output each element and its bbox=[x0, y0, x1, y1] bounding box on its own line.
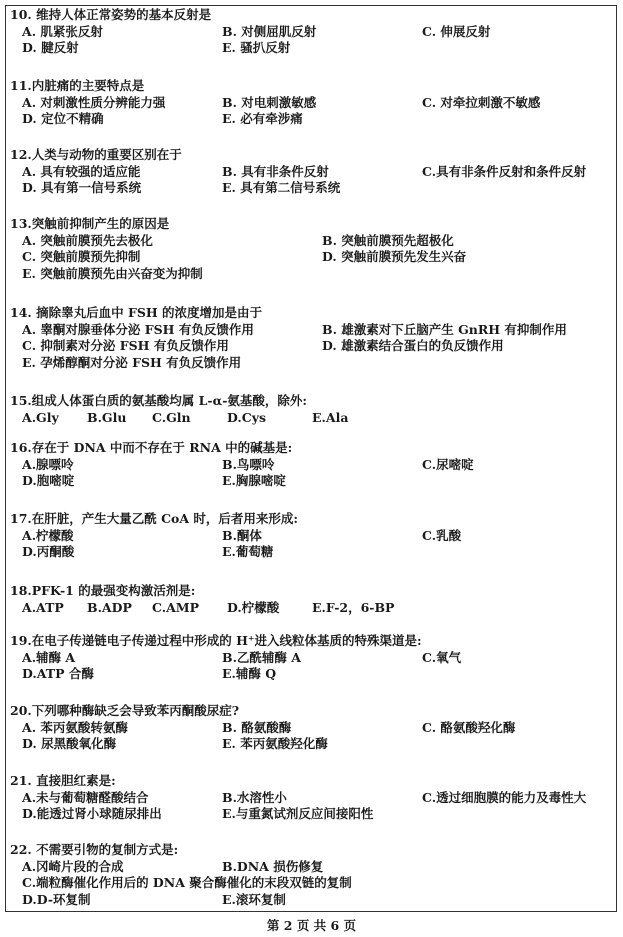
option: B.水溶性小 bbox=[222, 789, 287, 805]
option: C.端粒酶催化作用后的 DNA 聚合酶催化的末段双链的复制 bbox=[22, 875, 352, 891]
option: B.鸟嘌呤 bbox=[222, 456, 275, 472]
option: A.ATP bbox=[22, 599, 64, 615]
question-stem: 11.内脏痛的主要特点是 bbox=[10, 78, 145, 93]
option: E.F-2，6-BP bbox=[312, 599, 395, 615]
option: A. 具有较强的适应能 bbox=[22, 163, 141, 179]
question-stem: 12.人类与动物的重要区别在于 bbox=[10, 147, 182, 162]
question-21 bbox=[10, 773, 610, 822]
option: C.Gln bbox=[152, 409, 191, 425]
option: D. 定位不精确 bbox=[22, 111, 104, 127]
question-16 bbox=[10, 440, 610, 489]
option-row bbox=[22, 473, 610, 489]
option: A.未与葡萄糖醛酸结合 bbox=[22, 789, 149, 805]
question-22 bbox=[10, 842, 610, 908]
option: B. 突触前膜预先超极化 bbox=[322, 232, 454, 248]
option-row bbox=[22, 859, 610, 875]
question-stem: 13.突触前抑制产生的原因是 bbox=[10, 216, 170, 231]
option: C.AMP bbox=[152, 599, 200, 615]
question-stem: 10. 维持人体正常姿势的基本反射是 bbox=[10, 7, 212, 22]
option: A.腺嘌呤 bbox=[22, 456, 74, 472]
option-row bbox=[22, 111, 610, 127]
option-row bbox=[22, 233, 610, 249]
option: D. 雄激素结合蛋白的负反馈作用 bbox=[322, 338, 504, 354]
option-row bbox=[22, 40, 610, 56]
question-11 bbox=[10, 78, 610, 127]
option-row bbox=[22, 249, 610, 265]
option: C. 伸展反射 bbox=[422, 23, 491, 39]
option: A.Gly bbox=[22, 409, 59, 425]
option: E.辅酶 Q bbox=[222, 666, 277, 682]
option: E.与重氮试剂反应间接阳性 bbox=[222, 806, 374, 822]
option-row bbox=[22, 164, 610, 180]
option: D. 尿黑酸氧化酶 bbox=[22, 736, 117, 752]
option: E. 具有第二信号系统 bbox=[222, 180, 341, 196]
question-stem: 17.在肝脏，产生大量乙酰 CoA 时，后者用来形成: bbox=[10, 511, 299, 526]
option: E.胸腺嘧啶 bbox=[222, 473, 286, 489]
option: C.乳酸 bbox=[422, 527, 462, 543]
option-row bbox=[22, 24, 610, 40]
question-18 bbox=[10, 583, 610, 615]
option-row bbox=[22, 544, 610, 560]
option-row bbox=[22, 180, 610, 196]
option: B.乙酰辅酶 A bbox=[222, 649, 301, 665]
option-row bbox=[22, 410, 610, 426]
question-stem: 20.下列哪种酶缺乏会导致苯丙酮酸尿症? bbox=[10, 703, 240, 718]
option: B. 雄激素对下丘脑产生 GnRH 有抑制作用 bbox=[322, 321, 567, 337]
option: C. 突触前膜预先抑制 bbox=[22, 249, 141, 265]
option: B. 对侧屈肌反射 bbox=[222, 23, 317, 39]
question-19 bbox=[10, 633, 610, 682]
option-row bbox=[22, 666, 610, 682]
option: A. 睾酮对腺垂体分泌 FSH 有负反馈作用 bbox=[22, 321, 254, 337]
question-stem: 14. 摘除睾丸后血中 FSH 的浓度增加是由于 bbox=[10, 305, 263, 320]
option: E.滚环复制 bbox=[222, 891, 286, 907]
option: A.柠檬酸 bbox=[22, 527, 74, 543]
question-12 bbox=[10, 147, 610, 196]
option: C. 对牵拉刺激不敏感 bbox=[422, 94, 541, 110]
option: A. 突触前膜预先去极化 bbox=[22, 232, 153, 248]
question-17 bbox=[10, 511, 610, 560]
option-row bbox=[22, 790, 610, 806]
option: B. 酪氨酸酶 bbox=[222, 719, 292, 735]
option: D.D-环复制 bbox=[22, 891, 91, 907]
option: D.能透过肾小球随尿排出 bbox=[22, 806, 162, 822]
option: D. 具有第一信号系统 bbox=[22, 180, 142, 196]
option: B.Glu bbox=[87, 409, 127, 425]
option: B.DNA 损伤修复 bbox=[222, 858, 324, 874]
option: C.透过细胞膜的能力及毒性大 bbox=[422, 789, 587, 805]
option: A. 肌紧张反射 bbox=[22, 23, 103, 39]
question-13 bbox=[10, 216, 610, 282]
option: E. 苯丙氨酸羟化酶 bbox=[222, 736, 328, 752]
option: E.Ala bbox=[312, 409, 349, 425]
question-20 bbox=[10, 703, 610, 752]
option: D.丙酮酸 bbox=[22, 544, 75, 560]
option: C. 抑制素对分泌 FSH 有负反馈作用 bbox=[22, 338, 229, 354]
option: D. 突触前膜预先发生兴奋 bbox=[322, 249, 467, 265]
option: E. 孕烯醇酮对分泌 FSH 有负反馈作用 bbox=[22, 354, 242, 370]
option: A.冈崎片段的合成 bbox=[22, 858, 124, 874]
option-row bbox=[22, 338, 610, 354]
option: C.氧气 bbox=[422, 649, 462, 665]
option-row bbox=[22, 528, 610, 544]
option: D.胞嘧啶 bbox=[22, 473, 75, 489]
option: B. 具有非条件反射 bbox=[222, 163, 329, 179]
option: E.葡萄糖 bbox=[222, 544, 274, 560]
option: A. 对刺激性质分辨能力强 bbox=[22, 94, 166, 110]
option-row bbox=[22, 806, 610, 822]
option-row bbox=[22, 355, 610, 371]
question-stem: 18.PFK-1 的最强变构激活剂是: bbox=[10, 583, 196, 598]
question-stem: 15.组成人体蛋白质的氨基酸均属 L-α-氨基酸，除外: bbox=[10, 393, 307, 408]
option-row bbox=[22, 720, 610, 736]
option: B. 对电刺激敏感 bbox=[222, 94, 317, 110]
option: E. 必有牵涉痛 bbox=[222, 111, 303, 127]
option-row bbox=[22, 875, 610, 891]
option: C.尿嘧啶 bbox=[422, 456, 474, 472]
option: D.ATP 合酶 bbox=[22, 666, 94, 682]
option-row bbox=[22, 457, 610, 473]
option: E. 突触前膜预先由兴奋变为抑制 bbox=[22, 265, 203, 281]
question-stem: 22. 不需要引物的复制方式是: bbox=[10, 842, 179, 857]
option: A. 苯丙氨酸转氨酶 bbox=[22, 719, 128, 735]
option-row bbox=[22, 736, 610, 752]
option: C.具有非条件反射和条件反射 bbox=[422, 163, 587, 179]
option: E. 骚扒反射 bbox=[222, 40, 291, 56]
option-row bbox=[22, 892, 610, 908]
option-row bbox=[22, 95, 610, 111]
option-row bbox=[22, 600, 610, 616]
option: D.柠檬酸 bbox=[227, 599, 280, 615]
option: A.辅酶 A bbox=[22, 649, 76, 665]
option: D. 腱反射 bbox=[22, 40, 79, 56]
question-stem: 19.在电子传递链电子传递过程中形成的 H⁺进入线粒体基质的特殊渠道是: bbox=[10, 633, 422, 648]
option-row bbox=[22, 266, 610, 282]
question-15 bbox=[10, 393, 610, 425]
option: B.酮体 bbox=[222, 527, 262, 543]
page-footer: 第 2 页 共 6 页 bbox=[266, 918, 357, 933]
question-stem: 16.存在于 DNA 中而不存在于 RNA 中的碱基是: bbox=[10, 440, 293, 455]
question-10 bbox=[10, 7, 610, 56]
question-14 bbox=[10, 305, 610, 371]
option: C. 酪氨酸羟化酶 bbox=[422, 719, 516, 735]
option: D.Cys bbox=[227, 409, 266, 425]
option-row bbox=[22, 650, 610, 666]
option: B.ADP bbox=[87, 599, 132, 615]
option-row bbox=[22, 322, 610, 338]
question-stem: 21. 直接胆红素是: bbox=[10, 773, 116, 788]
